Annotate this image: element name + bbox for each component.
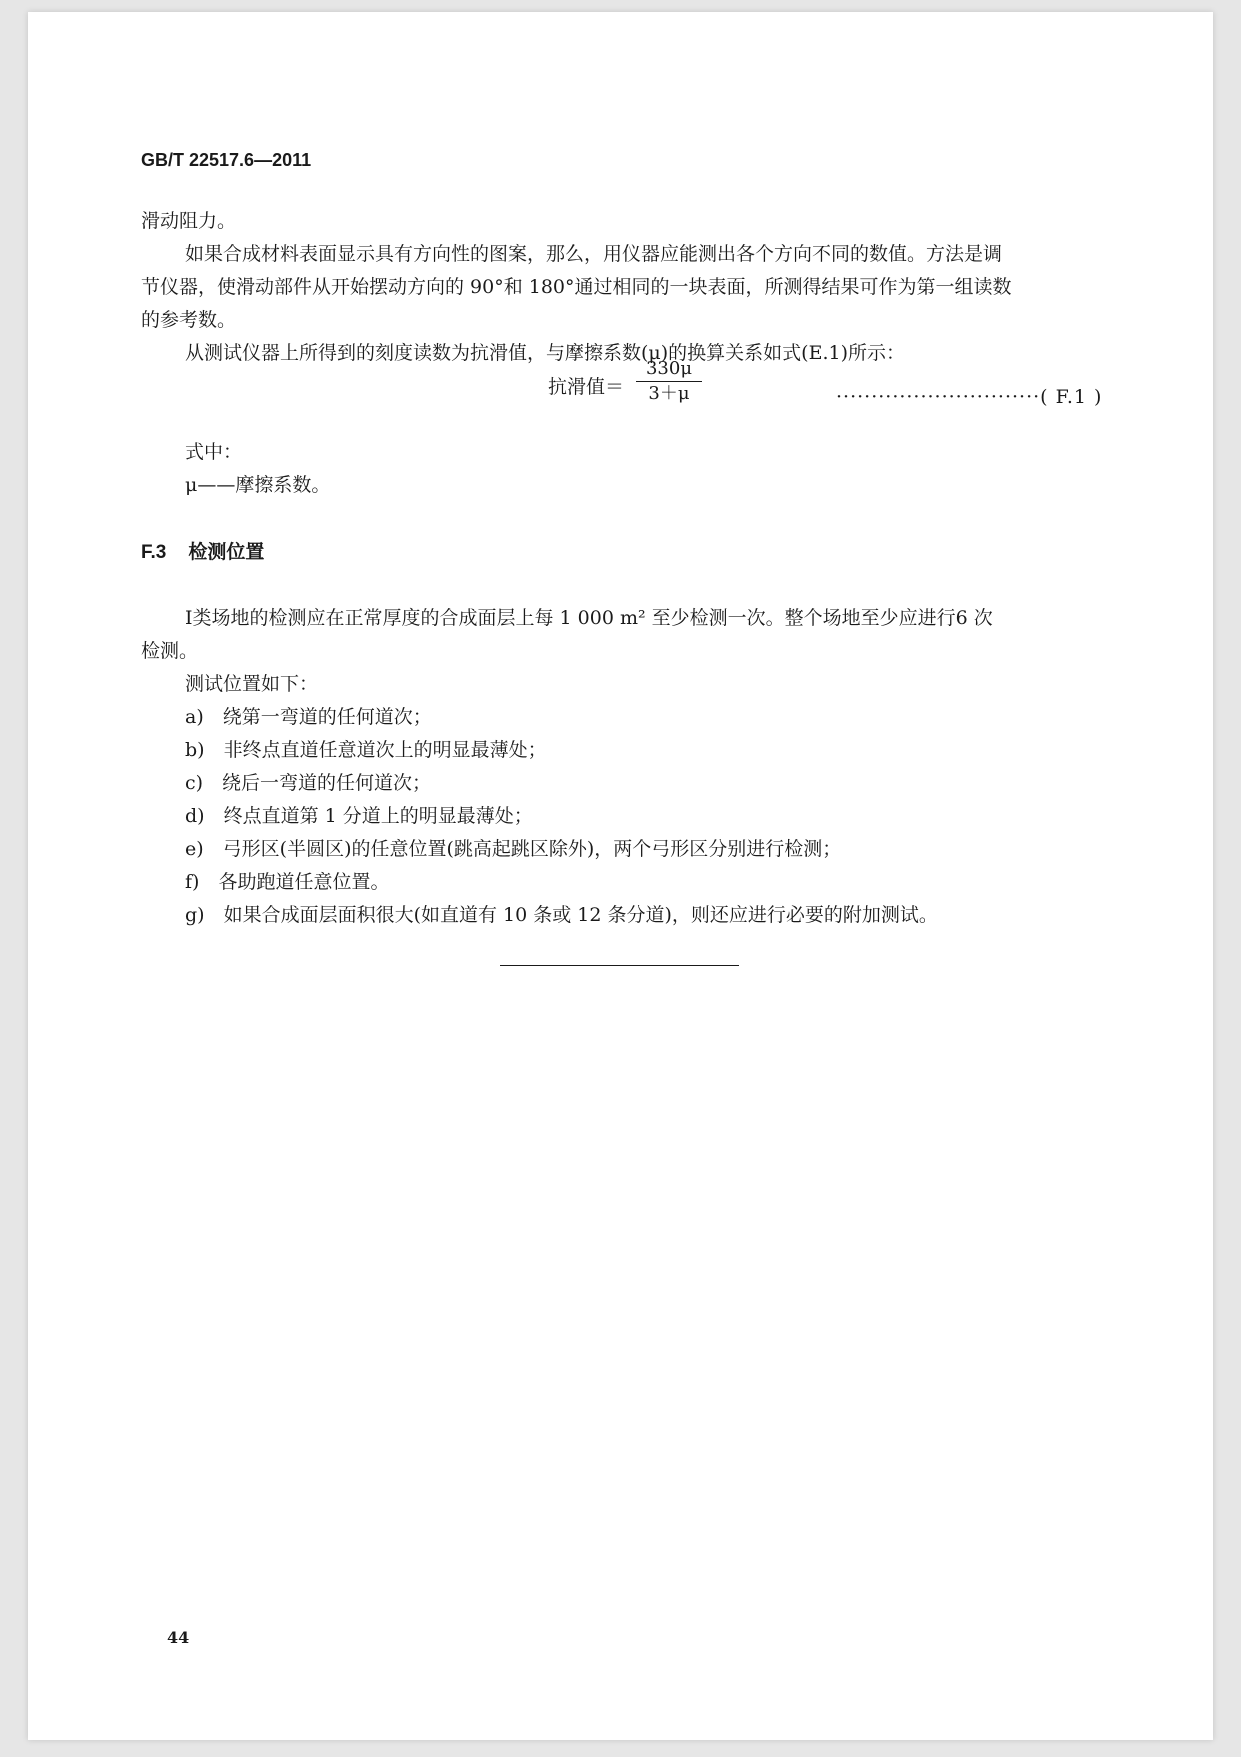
- standard-number: GB/T 22517.6—2011: [141, 150, 312, 170]
- document-page: [28, 12, 1213, 1740]
- list-item: f) 各助跑道任意位置。: [185, 871, 390, 893]
- list-item: g) 如果合成面层面积很大(如直道有 10 条或 12 条分道)，则还应进行必要的附加测试。: [185, 904, 938, 926]
- where-label: 式中：: [185, 441, 243, 463]
- formula-lhs: 抗滑值＝: [548, 376, 625, 398]
- section-title: 检测位置: [188, 541, 265, 563]
- page-number: 44: [167, 1628, 190, 1647]
- formula-label: ( F.1 ): [1040, 386, 1103, 408]
- paragraph-line: 检测。: [141, 640, 199, 662]
- end-rule: [500, 965, 739, 966]
- list-intro: 测试位置如下：: [185, 673, 319, 695]
- formula-leader: [836, 386, 1102, 408]
- paragraph-line: 从测试仪器上所得到的刻度读数为抗滑值，与摩擦系数(μ)的换算关系如式(E.1)所示：: [185, 342, 905, 364]
- formula-numerator: 330μ: [645, 358, 693, 379]
- fraction-bar: [636, 381, 702, 382]
- paragraph-line: 如果合成材料表面显示具有方向性的图案，那么，用仪器应能测出各个方向不同的数值。方法是调: [185, 243, 1003, 265]
- formula-f1: [548, 358, 693, 404]
- paragraph-line: 节仪器，使滑动部件从开始摆动方向的 90°和 180°通过相同的一块表面，所测得结果可作为第一组读数: [141, 276, 1012, 298]
- mu-definition: μ——摩擦系数。: [185, 474, 331, 496]
- list-item: d) 终点直道第 1 分道上的明显最薄处；: [185, 805, 533, 827]
- section-heading: [141, 537, 264, 564]
- list-item: b) 非终点直道任意道次上的明显最薄处；: [185, 739, 547, 761]
- paragraph-line: Ⅰ类场地的检测应在正常厚度的合成面层上每 1 000 m² 至少检测一次。整个场地至少应进行6 次: [185, 607, 993, 629]
- formula-denominator: 3＋μ: [648, 383, 690, 404]
- formula-fraction: [636, 358, 702, 405]
- list-item: e) 弓形区(半圆区)的任意位置(跳高起跳区除外)，两个弓形区分别进行检测；: [185, 838, 842, 860]
- formula-dots: ·····························: [836, 386, 1041, 408]
- list-item: a) 绕第一弯道的任何道次；: [185, 706, 432, 728]
- section-number: F.3: [141, 542, 167, 563]
- paragraph-line: 的参考数。: [141, 309, 237, 331]
- list-item: c) 绕后一弯道的任何道次；: [185, 772, 432, 794]
- paragraph-line: 滑动阻力。: [141, 210, 237, 232]
